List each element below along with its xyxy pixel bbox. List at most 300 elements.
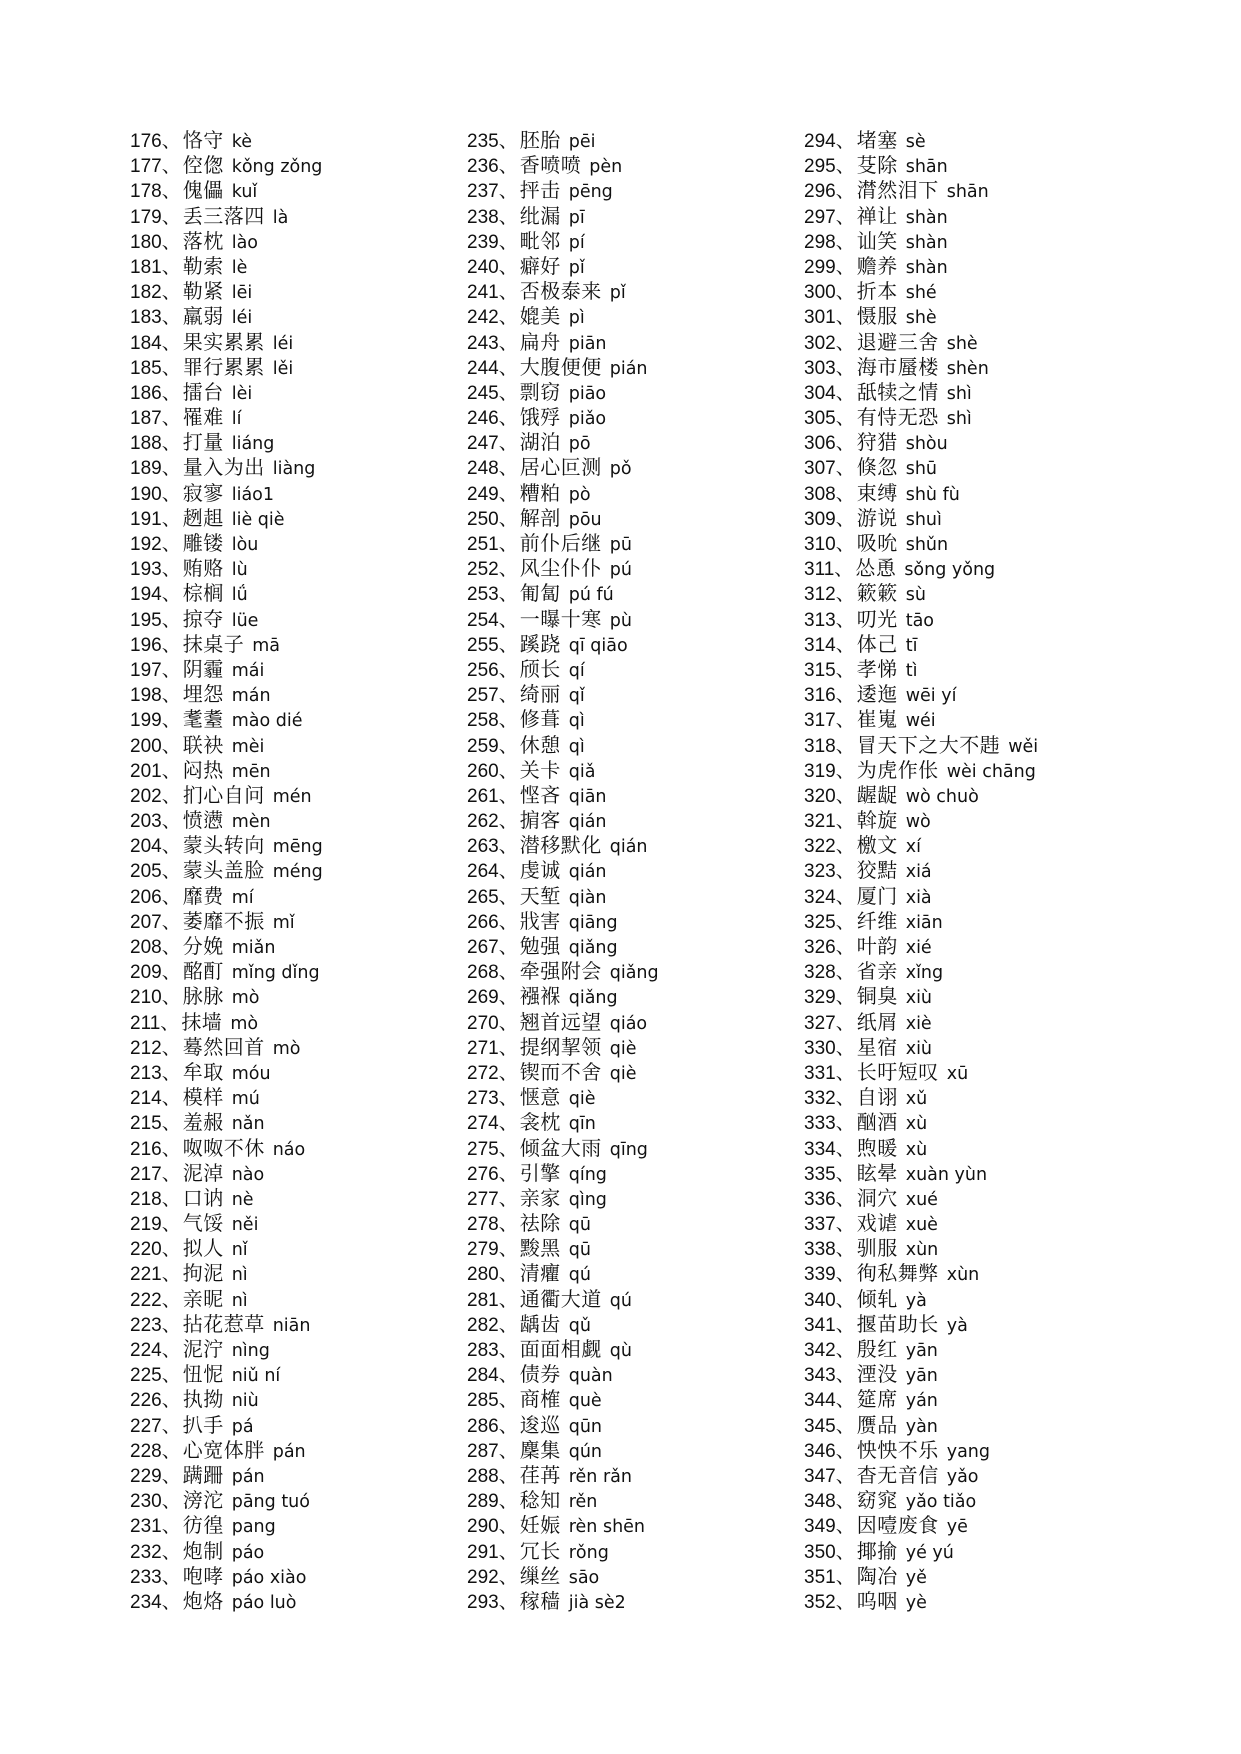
entry-number: 313 <box>804 609 836 631</box>
list-item <box>130 984 323 1009</box>
entry-word: 潜移默化 <box>519 833 602 858</box>
entry-word: 束缚 <box>856 480 898 505</box>
entry-separator: 、 <box>498 633 518 656</box>
entry-pinyin: páo <box>231 1542 265 1563</box>
entry-separator: 、 <box>498 608 518 631</box>
entry-pinyin: qū <box>568 1240 591 1261</box>
entry-word: 陶冶 <box>856 1563 898 1588</box>
list-item <box>804 1337 1038 1362</box>
list-item <box>804 1312 1038 1337</box>
entry-number: 341 <box>804 1314 836 1336</box>
entry-pinyin: qiàn <box>568 887 607 908</box>
entry-word: 萎靡不振 <box>182 908 265 933</box>
entry-word: 眩晕 <box>856 1160 898 1185</box>
list-item <box>467 682 659 707</box>
entry-word: 口讷 <box>182 1185 224 1210</box>
entry-pinyin: yè <box>905 1592 927 1613</box>
list-item <box>467 506 659 531</box>
entry-number: 281 <box>467 1289 499 1311</box>
list-item <box>130 1337 323 1362</box>
entry-separator: 、 <box>835 331 855 354</box>
entry-number: 216 <box>130 1138 162 1160</box>
entry-number: 286 <box>467 1415 499 1437</box>
list-item <box>467 204 659 229</box>
entry-number: 248 <box>467 458 499 480</box>
entry-pinyin: lè <box>231 257 248 278</box>
entry-separator: 、 <box>161 961 181 984</box>
entry-separator: 、 <box>498 961 518 984</box>
entry-pinyin: mǐ <box>272 912 295 933</box>
list-item <box>130 330 323 355</box>
entry-pinyin: wèi chāng <box>946 761 1036 782</box>
list-item <box>804 1186 1038 1211</box>
entry-pinyin: qiǎng <box>568 938 618 958</box>
entry-separator: 、 <box>161 1137 181 1160</box>
entry-pinyin: qiān <box>568 786 607 807</box>
entry-separator: 、 <box>835 255 855 278</box>
entry-pinyin: wēi yí <box>905 686 957 707</box>
entry-separator: 、 <box>161 1288 181 1311</box>
entry-separator: 、 <box>498 1288 518 1311</box>
entry-number: 320 <box>804 785 836 807</box>
entry-separator: 、 <box>498 986 518 1009</box>
entry-word: 筵席 <box>856 1387 898 1412</box>
entry-pinyin: miǎn <box>231 938 276 958</box>
entry-number: 346 <box>804 1440 836 1462</box>
entry-pinyin: sāo <box>568 1567 600 1588</box>
entry-word: 揠苗助长 <box>856 1311 939 1336</box>
entry-separator: 、 <box>161 457 181 480</box>
entry-separator: 、 <box>160 1011 180 1034</box>
entry-pinyin: rěn rǎn <box>568 1466 632 1487</box>
list-item <box>130 1387 323 1412</box>
list-item <box>130 707 323 732</box>
entry-pinyin: rǒng <box>568 1542 609 1563</box>
entry-number: 332 <box>804 1088 836 1110</box>
entry-word: 缫丝 <box>519 1563 561 1588</box>
entry-word: 蹒跚 <box>182 1462 224 1487</box>
entry-pinyin: qiǎng <box>568 988 618 1009</box>
entry-number: 269 <box>467 987 499 1009</box>
entry-word: 酩酊 <box>182 959 224 984</box>
list-item <box>804 1387 1038 1412</box>
list-item <box>804 607 1038 632</box>
entry-word: 通衢大道 <box>519 1286 602 1311</box>
entry-pinyin: xǔ <box>905 1089 928 1110</box>
list-item <box>467 733 659 758</box>
entry-pinyin: yán <box>905 1391 938 1412</box>
entry-word: 拘泥 <box>182 1261 224 1286</box>
list-item <box>130 1136 323 1161</box>
entry-pinyin: qíng <box>568 1164 607 1185</box>
entry-word: 冒天下之大不韪 <box>856 732 1001 757</box>
list-item <box>804 783 1038 808</box>
entry-number: 205 <box>130 861 162 883</box>
entry-separator: 、 <box>835 1263 855 1286</box>
entry-separator: 、 <box>161 1187 181 1210</box>
entry-number: 214 <box>130 1088 162 1110</box>
entry-number: 176 <box>130 131 162 152</box>
entry-pinyin: qì <box>568 736 585 757</box>
entry-pinyin: shuì <box>905 509 942 530</box>
list-item <box>467 531 659 556</box>
list-item <box>130 1513 323 1538</box>
entry-number: 348 <box>804 1491 836 1513</box>
list-item <box>467 405 659 430</box>
entry-separator: 、 <box>161 784 181 807</box>
entry-word: 勒紧 <box>182 279 224 304</box>
entry-word: 为虎作伥 <box>856 757 939 782</box>
entry-pinyin: yang <box>946 1441 990 1462</box>
entry-number: 264 <box>467 861 499 883</box>
entry-number: 345 <box>804 1415 836 1437</box>
entry-pinyin: lèi <box>231 383 253 404</box>
list-item <box>130 405 323 430</box>
entry-separator: 、 <box>835 1288 855 1311</box>
entry-number: 179 <box>130 206 162 228</box>
entry-pinyin: pán <box>272 1441 306 1462</box>
entry-separator: 、 <box>835 1565 855 1588</box>
entry-number: 266 <box>467 911 499 933</box>
list-item <box>467 934 659 959</box>
list-item <box>804 707 1038 732</box>
entry-separator: 、 <box>835 1011 855 1034</box>
entry-separator: 、 <box>498 1011 518 1034</box>
entry-number: 259 <box>467 735 499 757</box>
entry-number: 304 <box>804 382 836 404</box>
entry-pinyin: qián <box>568 862 607 883</box>
entry-word: 香喷喷 <box>519 153 582 178</box>
entry-pinyin: qí <box>568 660 585 681</box>
list-item <box>467 1463 659 1488</box>
entry-word: 讪笑 <box>856 228 898 253</box>
list-item <box>467 1589 659 1614</box>
list-item <box>804 1136 1038 1161</box>
entry-number: 328 <box>804 962 836 984</box>
entry-separator: 、 <box>161 986 181 1009</box>
entry-number: 200 <box>130 735 162 757</box>
entry-pinyin: xiù <box>905 988 933 1009</box>
entry-separator: 、 <box>835 407 855 430</box>
entry-word: 匍匐 <box>519 581 561 606</box>
list-item <box>467 556 659 581</box>
entry-word: 退避三舍 <box>856 329 939 354</box>
entry-word: 剽窃 <box>519 379 561 404</box>
entry-word: 模样 <box>182 1085 224 1110</box>
entry-number: 326 <box>804 937 836 958</box>
entry-word: 蒙头盖脸 <box>182 858 265 883</box>
entry-number: 252 <box>467 559 499 581</box>
entry-word: 稔知 <box>519 1488 561 1513</box>
entry-word: 游说 <box>856 505 898 530</box>
list-item <box>130 1287 323 1312</box>
entry-pinyin: wěi <box>1008 736 1039 757</box>
entry-word: 抨击 <box>519 178 561 203</box>
entry-word: 量入为出 <box>182 455 265 480</box>
entry-separator: 、 <box>161 306 181 329</box>
entry-pinyin: xuè <box>905 1215 938 1236</box>
entry-separator: 、 <box>498 1565 518 1588</box>
entry-number: 250 <box>467 508 499 530</box>
list-item <box>130 884 323 909</box>
entry-word: 雕镂 <box>182 531 224 555</box>
entry-number: 352 <box>804 1591 836 1613</box>
entry-pinyin: yān <box>905 1366 938 1387</box>
entry-separator: 、 <box>835 1238 855 1261</box>
list-item <box>467 1085 659 1110</box>
list-item <box>130 455 323 480</box>
entry-separator: 、 <box>161 936 181 958</box>
entry-pinyin: páo luò <box>231 1592 297 1613</box>
entry-number: 296 <box>804 181 836 203</box>
list-item <box>467 858 659 883</box>
entry-separator: 、 <box>498 1313 518 1336</box>
entry-separator: 、 <box>498 1238 518 1261</box>
entry-pinyin: yà <box>905 1290 927 1311</box>
entry-pinyin: něi <box>231 1215 259 1236</box>
list-item <box>804 808 1038 833</box>
entry-separator: 、 <box>161 810 181 833</box>
entry-word: 杳无音信 <box>856 1462 939 1487</box>
entry-separator: 、 <box>161 1112 181 1135</box>
list-item <box>804 758 1038 783</box>
entry-separator: 、 <box>835 1036 855 1059</box>
entry-word: 蒙头转向 <box>182 833 265 858</box>
entry-pinyin: pēng <box>568 182 613 203</box>
entry-number: 280 <box>467 1264 499 1286</box>
list-item <box>467 808 659 833</box>
list-item <box>130 506 323 531</box>
entry-pinyin: pá <box>231 1416 254 1437</box>
list-item <box>130 128 323 153</box>
entry-separator: 、 <box>498 835 518 858</box>
entry-separator: 、 <box>835 381 855 404</box>
entry-pinyin: qú <box>609 1290 632 1311</box>
entry-separator: 、 <box>498 1414 518 1437</box>
entry-number: 229 <box>130 1465 162 1487</box>
list-item <box>467 1539 659 1564</box>
entry-pinyin: xuàn yùn <box>905 1164 988 1185</box>
entry-word: 纸屑 <box>856 1009 898 1034</box>
entry-number: 235 <box>467 131 499 152</box>
entry-separator: 、 <box>498 356 518 379</box>
entry-word: 逶迤 <box>856 682 898 707</box>
entry-number: 283 <box>467 1340 499 1361</box>
entry-number: 344 <box>804 1390 836 1412</box>
list-item <box>467 1362 659 1387</box>
list-item <box>804 153 1038 178</box>
list-item <box>130 733 323 758</box>
entry-separator: 、 <box>835 986 855 1009</box>
list-item <box>467 178 659 203</box>
entry-word: 省亲 <box>856 959 898 984</box>
entry-number: 274 <box>467 1113 499 1135</box>
entry-number: 195 <box>130 609 162 631</box>
entry-number: 275 <box>467 1138 499 1160</box>
entry-number: 315 <box>804 659 836 681</box>
entry-separator: 、 <box>498 306 518 329</box>
entry-word: 前仆后继 <box>519 531 602 555</box>
entry-separator: 、 <box>161 860 181 883</box>
entry-pinyin: náo <box>272 1139 306 1160</box>
entry-number: 279 <box>467 1239 499 1261</box>
list-item <box>467 1035 659 1060</box>
entry-number: 337 <box>804 1214 836 1236</box>
list-item <box>804 632 1038 657</box>
entry-pinyin: kǒng zǒng <box>231 157 323 178</box>
entry-pinyin: xùn <box>946 1265 980 1286</box>
entry-separator: 、 <box>498 482 518 505</box>
entry-pinyin: pū <box>609 535 632 555</box>
entry-number: 182 <box>130 282 162 304</box>
entry-word: 呶呶不休 <box>182 1135 265 1160</box>
entry-separator: 、 <box>835 1414 855 1437</box>
entry-number: 263 <box>467 836 499 858</box>
entry-word: 罹难 <box>182 405 224 430</box>
entry-word: 孝悌 <box>856 656 898 681</box>
entry-word: 翘首远望 <box>519 1009 602 1034</box>
entry-separator: 、 <box>498 432 518 455</box>
entry-word: 亲家 <box>519 1185 561 1210</box>
list-item <box>130 909 323 934</box>
entry-word: 倏忽 <box>856 455 898 480</box>
entry-word: 清癯 <box>519 1261 561 1286</box>
entry-separator: 、 <box>498 1112 518 1135</box>
entry-number: 202 <box>130 785 162 807</box>
entry-separator: 、 <box>835 1213 855 1236</box>
entry-number: 180 <box>130 231 162 253</box>
entry-pinyin: kuǐ <box>231 182 258 203</box>
entry-number: 288 <box>467 1465 499 1487</box>
entry-number: 238 <box>467 206 499 228</box>
entry-pinyin: qú <box>568 1265 591 1286</box>
entry-word: 麇集 <box>519 1437 561 1462</box>
entry-number: 294 <box>804 131 836 152</box>
entry-separator: 、 <box>161 255 181 278</box>
entry-word: 星宿 <box>856 1034 898 1059</box>
entry-number: 204 <box>130 836 162 858</box>
entry-number: 188 <box>130 433 162 455</box>
list-item <box>804 1589 1038 1614</box>
entry-number: 253 <box>467 584 499 606</box>
entry-pinyin: mò <box>231 988 260 1009</box>
entry-separator: 、 <box>161 1238 181 1261</box>
entry-word: 泥泞 <box>182 1337 224 1361</box>
entry-separator: 、 <box>498 1389 518 1412</box>
entry-word: 禅让 <box>856 203 898 228</box>
entry-separator: 、 <box>835 230 855 253</box>
entry-number: 330 <box>804 1037 836 1059</box>
entry-word: 打量 <box>182 430 224 455</box>
entry-separator: 、 <box>498 1590 518 1613</box>
entry-number: 256 <box>467 659 499 681</box>
entry-separator: 、 <box>161 281 181 304</box>
list-item <box>130 430 323 455</box>
entry-word: 天堑 <box>519 883 561 908</box>
list-item <box>467 1513 659 1538</box>
entry-word: 埋怨 <box>182 682 224 707</box>
entry-word: 殷红 <box>856 1337 898 1361</box>
entry-pinyin: pì <box>568 308 585 329</box>
entry-number: 230 <box>130 1491 162 1513</box>
entry-number: 325 <box>804 911 836 933</box>
entry-separator: 、 <box>498 155 518 178</box>
entry-pinyin: mèn <box>231 812 271 833</box>
entry-word: 阴霾 <box>182 656 224 681</box>
entry-number: 350 <box>804 1541 836 1563</box>
entry-pinyin: shàn <box>905 207 948 228</box>
entry-pinyin: quàn <box>568 1366 613 1387</box>
list-item <box>467 330 659 355</box>
entry-word: 牟取 <box>182 1059 224 1084</box>
entry-word: 休憩 <box>519 732 561 757</box>
entry-word: 悭吝 <box>519 782 561 807</box>
entry-separator: 、 <box>835 961 855 984</box>
entry-word: 否极泰来 <box>519 279 602 304</box>
entry-pinyin: shè <box>905 308 937 329</box>
entry-separator: 、 <box>161 1565 181 1588</box>
list-item <box>467 758 659 783</box>
entry-word: 解剖 <box>519 505 561 530</box>
entry-word: 徇私舞弊 <box>856 1261 939 1286</box>
entry-number: 187 <box>130 408 162 430</box>
list-item <box>467 959 659 984</box>
entry-pinyin: niān <box>272 1315 311 1336</box>
entry-word: 怏怏不乐 <box>856 1437 939 1462</box>
entry-word: 绮丽 <box>519 682 561 707</box>
entry-separator: 、 <box>835 306 855 329</box>
entry-word: 煦暖 <box>856 1135 898 1160</box>
list-item <box>130 858 323 883</box>
entry-number: 271 <box>467 1037 499 1059</box>
entry-pinyin: qiāng <box>568 912 618 933</box>
entry-separator: 、 <box>835 1339 855 1361</box>
list-item <box>130 1035 323 1060</box>
entry-pinyin: kè <box>231 132 252 152</box>
entry-separator: 、 <box>498 936 518 958</box>
entry-pinyin: pò <box>568 484 591 505</box>
entry-number: 231 <box>130 1516 162 1538</box>
entry-separator: 、 <box>161 1364 181 1387</box>
entry-separator: 、 <box>161 1515 181 1538</box>
entry-word: 自诩 <box>856 1085 898 1110</box>
entry-pinyin: lí <box>231 409 242 430</box>
entry-number: 287 <box>467 1440 499 1462</box>
list-item <box>467 884 659 909</box>
list-item <box>467 607 659 632</box>
entry-pinyin: pán <box>231 1466 265 1487</box>
entry-pinyin: qiè <box>568 1089 596 1110</box>
entry-pinyin: shū <box>905 459 938 480</box>
entry-separator: 、 <box>835 658 855 681</box>
entry-pinyin: lòu <box>231 535 259 555</box>
entry-separator: 、 <box>498 1263 518 1286</box>
entry-pinyin: qù <box>609 1341 632 1361</box>
entry-word: 祛除 <box>519 1211 561 1236</box>
entry-separator: 、 <box>498 885 518 908</box>
entry-number: 206 <box>130 886 162 908</box>
entry-separator: 、 <box>161 734 181 757</box>
entry-separator: 、 <box>834 558 854 581</box>
entry-word: 洞穴 <box>856 1185 898 1210</box>
entry-word: 关卡 <box>519 757 561 782</box>
entry-pinyin: qiè <box>609 1038 637 1059</box>
entry-separator: 、 <box>161 356 181 379</box>
entry-separator: 、 <box>498 281 518 304</box>
column-2 <box>467 128 659 1614</box>
entry-word: 风尘仆仆 <box>519 556 602 581</box>
entry-number: 208 <box>130 937 162 958</box>
